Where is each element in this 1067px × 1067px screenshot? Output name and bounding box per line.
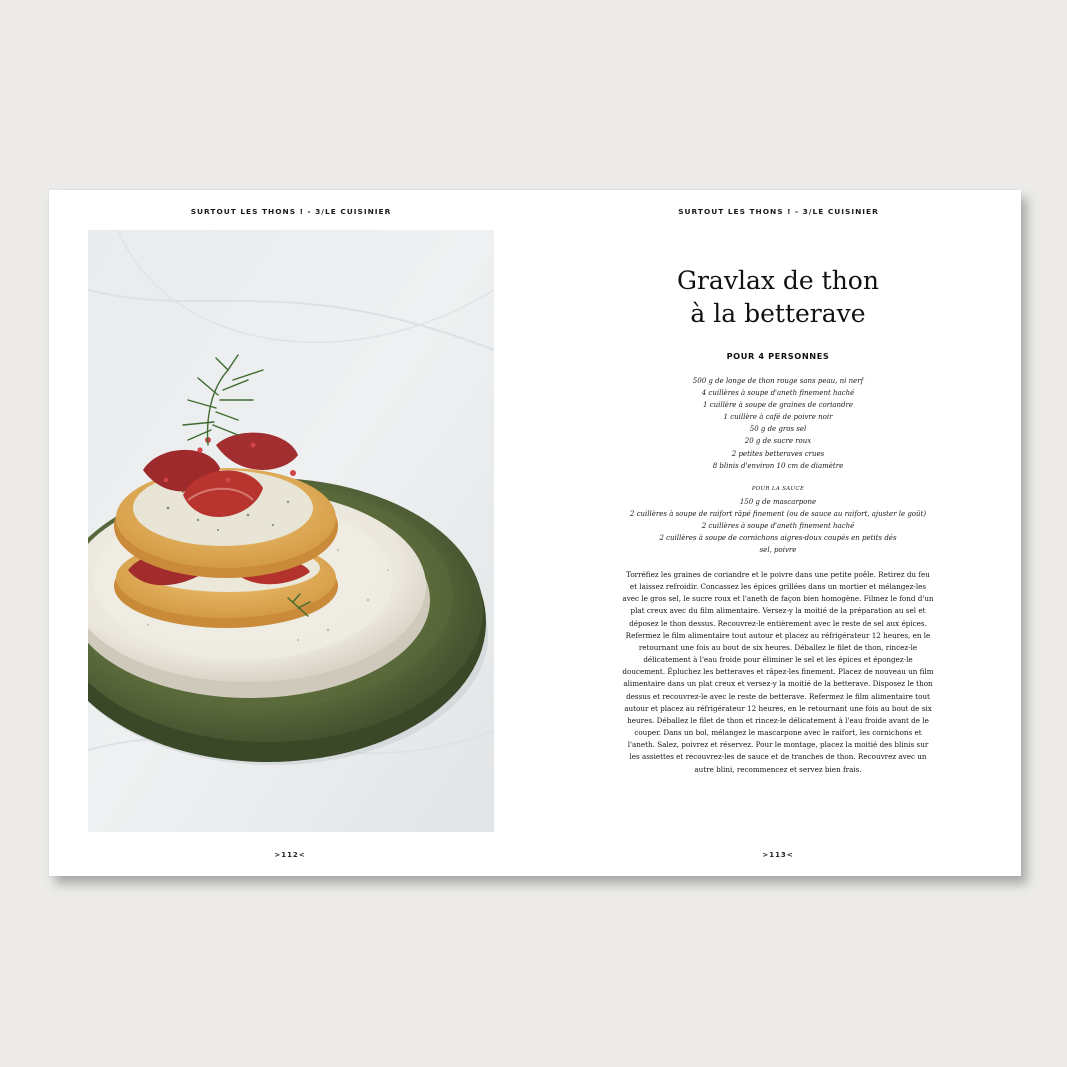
sauce-ingredient-item: 2 cuillères à soupe de raifort râpé finement (ou de sauce au raifort, ajuster le goût) — [629, 510, 927, 519]
ingredient-item: 500 g de longe de thon rouge sans peau, ni nerf — [692, 377, 864, 385]
ingredient-item: 4 cuillères à soupe d'aneth finement haché — [701, 389, 855, 398]
ingredient-item: 20 g de sucre roux — [744, 437, 812, 446]
running-head-right: SURTOUT LES THONS ! - 3/LE CUISINIER — [678, 207, 879, 216]
ingredient-item: 1 cuillère à soupe de graines de coriandre — [702, 401, 854, 410]
dish-photo — [88, 230, 494, 832]
page-number-left: >112< — [274, 851, 306, 859]
sauce-heading: POUR LA SAUCE — [751, 486, 805, 492]
sauce-ingredient-item: 150 g de mascarpone — [739, 498, 817, 506]
recipe-title-line-1: Gravlax de thon — [677, 266, 879, 295]
ingredient-item: 1 cuillère à café de poivre noir — [723, 413, 833, 422]
ingredient-item: 50 g de gros sel — [749, 425, 807, 434]
sauce-ingredients-list — [609, 496, 947, 556]
servings-label: POUR 4 PERSONNES — [726, 351, 830, 361]
open-book-spread — [49, 190, 1021, 876]
sauce-ingredient-item: sel, poivre — [759, 546, 797, 555]
recipe-title-line-2: à la betterave — [690, 299, 866, 328]
recipe-title — [609, 264, 947, 330]
ingredient-item: 2 petites betteraves crues — [731, 449, 825, 458]
running-head-left: SURTOUT LES THONS ! - 3/LE CUISINIER — [190, 207, 392, 216]
ingredients-list — [609, 375, 947, 472]
sauce-ingredient-item: 2 cuillères à soupe d'aneth finement haché — [701, 522, 855, 531]
ingredient-item: 8 blinis d'environ 10 cm de diamètre — [712, 461, 844, 470]
page-number-right: >113< — [762, 851, 794, 859]
sauce-ingredient-item: 2 cuillères à soupe de cornichons aigres-doux coupés en petits dés — [659, 534, 897, 543]
recipe-method-text: Torréfiez les graines de coriandre et le poivre dans une petite poêle. Retirez du feu et laissez refroidir. Concassez les épices grillées dans un mortier et mélangez-les avec le gros sel, le sucre roux et l'aneth de façon bien homogène. Filmez le fond d'un plat creux avec du film alimentaire. Versez-y la moitié de la préparation au sel et déposez le thon dessus. Recouvrez-le entièrement avec le reste de sel aux épices. Refermez le film alimentaire tout autour et placez au réfrigérateur 12 heures, en le retournant une fois au bout de six heures. Déballez le filet de thon, rincez-le délicatement à l'eau froide pour éliminer le sel et les épices et épongez-le doucement. Épluchez les betteraves et râpez-les finement. Placez de nouveau un film alimentaire dans un plat creux et versez-y la moitié de la betterave. Disposez le thon dessus et recouvrez-le avec le reste de betterave. Refermez le film alimentaire tout autour et placez au réfrigérateur 12 heures, en le retournant une fois au bout de six heures. Déballez le filet de thon et rincez-le délicatement à l'eau froide avant de le couper. Dans un bol, mélangez le mascarpone avec le raifort, les cornichons et l'aneth. Salez, poivrez et réservez. Pour le montage, placez la moitié des blinis sur les assiettes et recouvrez-les de sauce et de tranches de thon. Recouvrez avec un autre blini, recommencez et servez bien frais. — [622, 570, 934, 774]
